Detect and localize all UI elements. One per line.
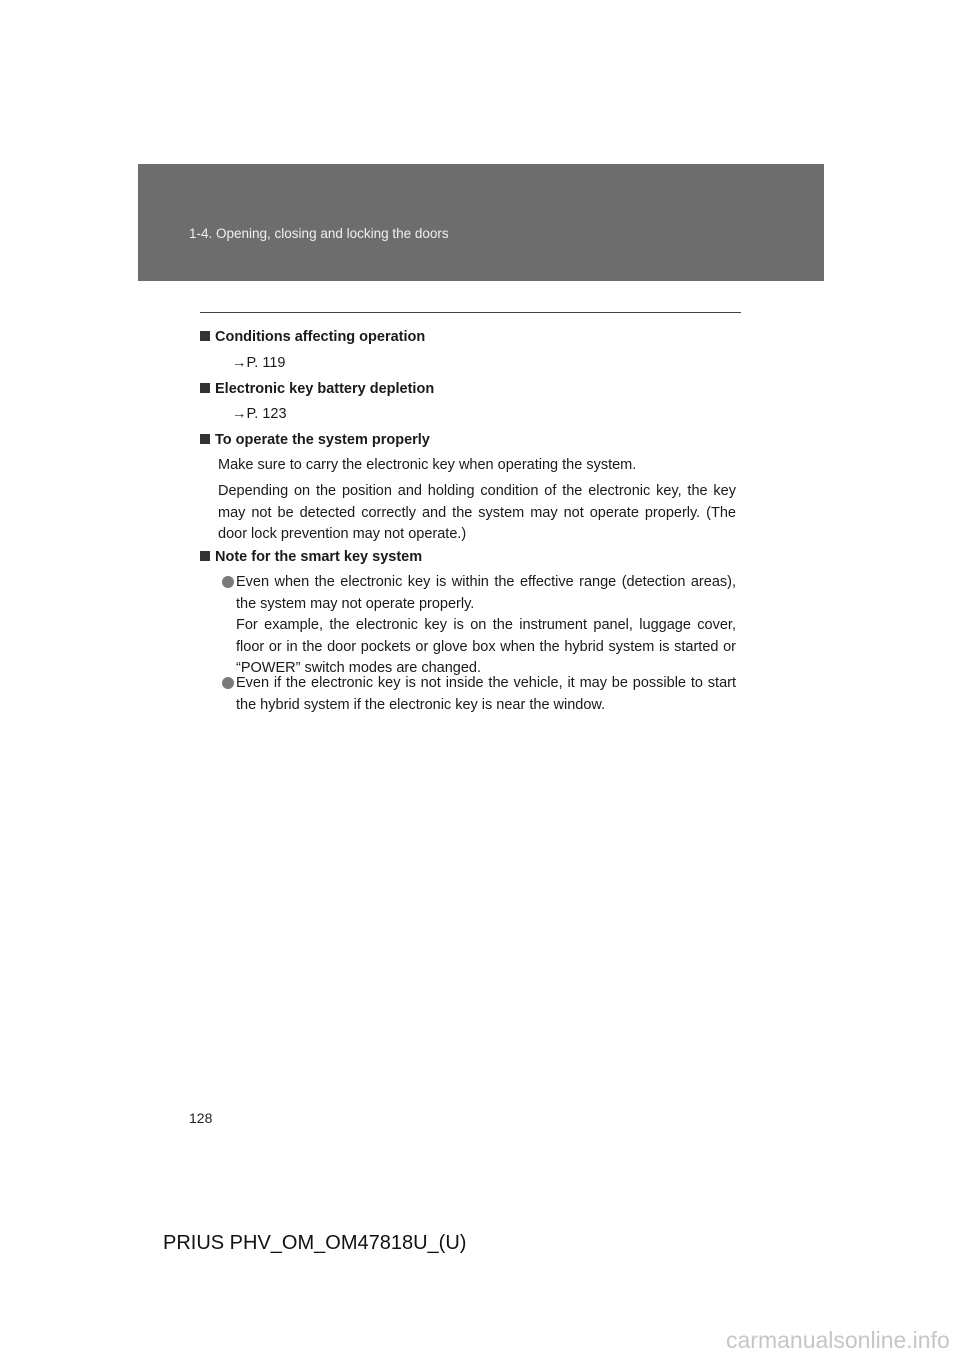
arrow-right-icon: → [232,355,247,371]
arrow-right-icon: → [232,406,247,422]
list-item: Even when the electronic key is within the effective range (detection areas), the system may not operate properly. For example, the electronic key is on the instrument panel, luggage cover, floor or in the door pockets or glove box when the hybrid system is started or “POWER” switch modes are changed. [222,572,736,680]
circle-bullet-icon [222,677,234,689]
page-reference: →P. 123 [232,406,287,422]
heading-electronic-key-battery-depletion: Electronic key battery depletion [200,381,434,397]
heading-note-for-the-smart-key-system: Note for the smart key system [200,549,422,565]
square-bullet-icon [200,434,210,444]
header-divider [200,312,741,313]
heading-conditions-affecting-operation: Conditions affecting operation [200,329,425,345]
square-bullet-icon [200,383,210,393]
square-bullet-icon [200,331,210,341]
circle-bullet-icon [222,576,234,588]
list-item: Even if the electronic key is not inside the vehicle, it may be possible to start the hybrid system if the electronic key is near the window. [222,673,736,716]
page-reference: →P. 119 [232,355,286,371]
document-code: PRIUS PHV_OM_OM47818U_(U) [163,1232,467,1254]
paragraph: Make sure to carry the electronic key when operating the system. [218,457,637,473]
header-band [138,164,824,281]
page-number: 128 [189,1110,213,1126]
paragraph: Depending on the position and holding condition of the electronic key, the key may not be detected correctly and the system may not operate properly. (The door lock prevention may not operate.) [218,483,736,542]
watermark: carmanualsonline.info [726,1327,950,1353]
heading-to-operate-the-system-properly: To operate the system properly [200,432,430,448]
square-bullet-icon [200,551,210,561]
section-title: 1-4. Opening, closing and locking the doors [189,226,449,241]
